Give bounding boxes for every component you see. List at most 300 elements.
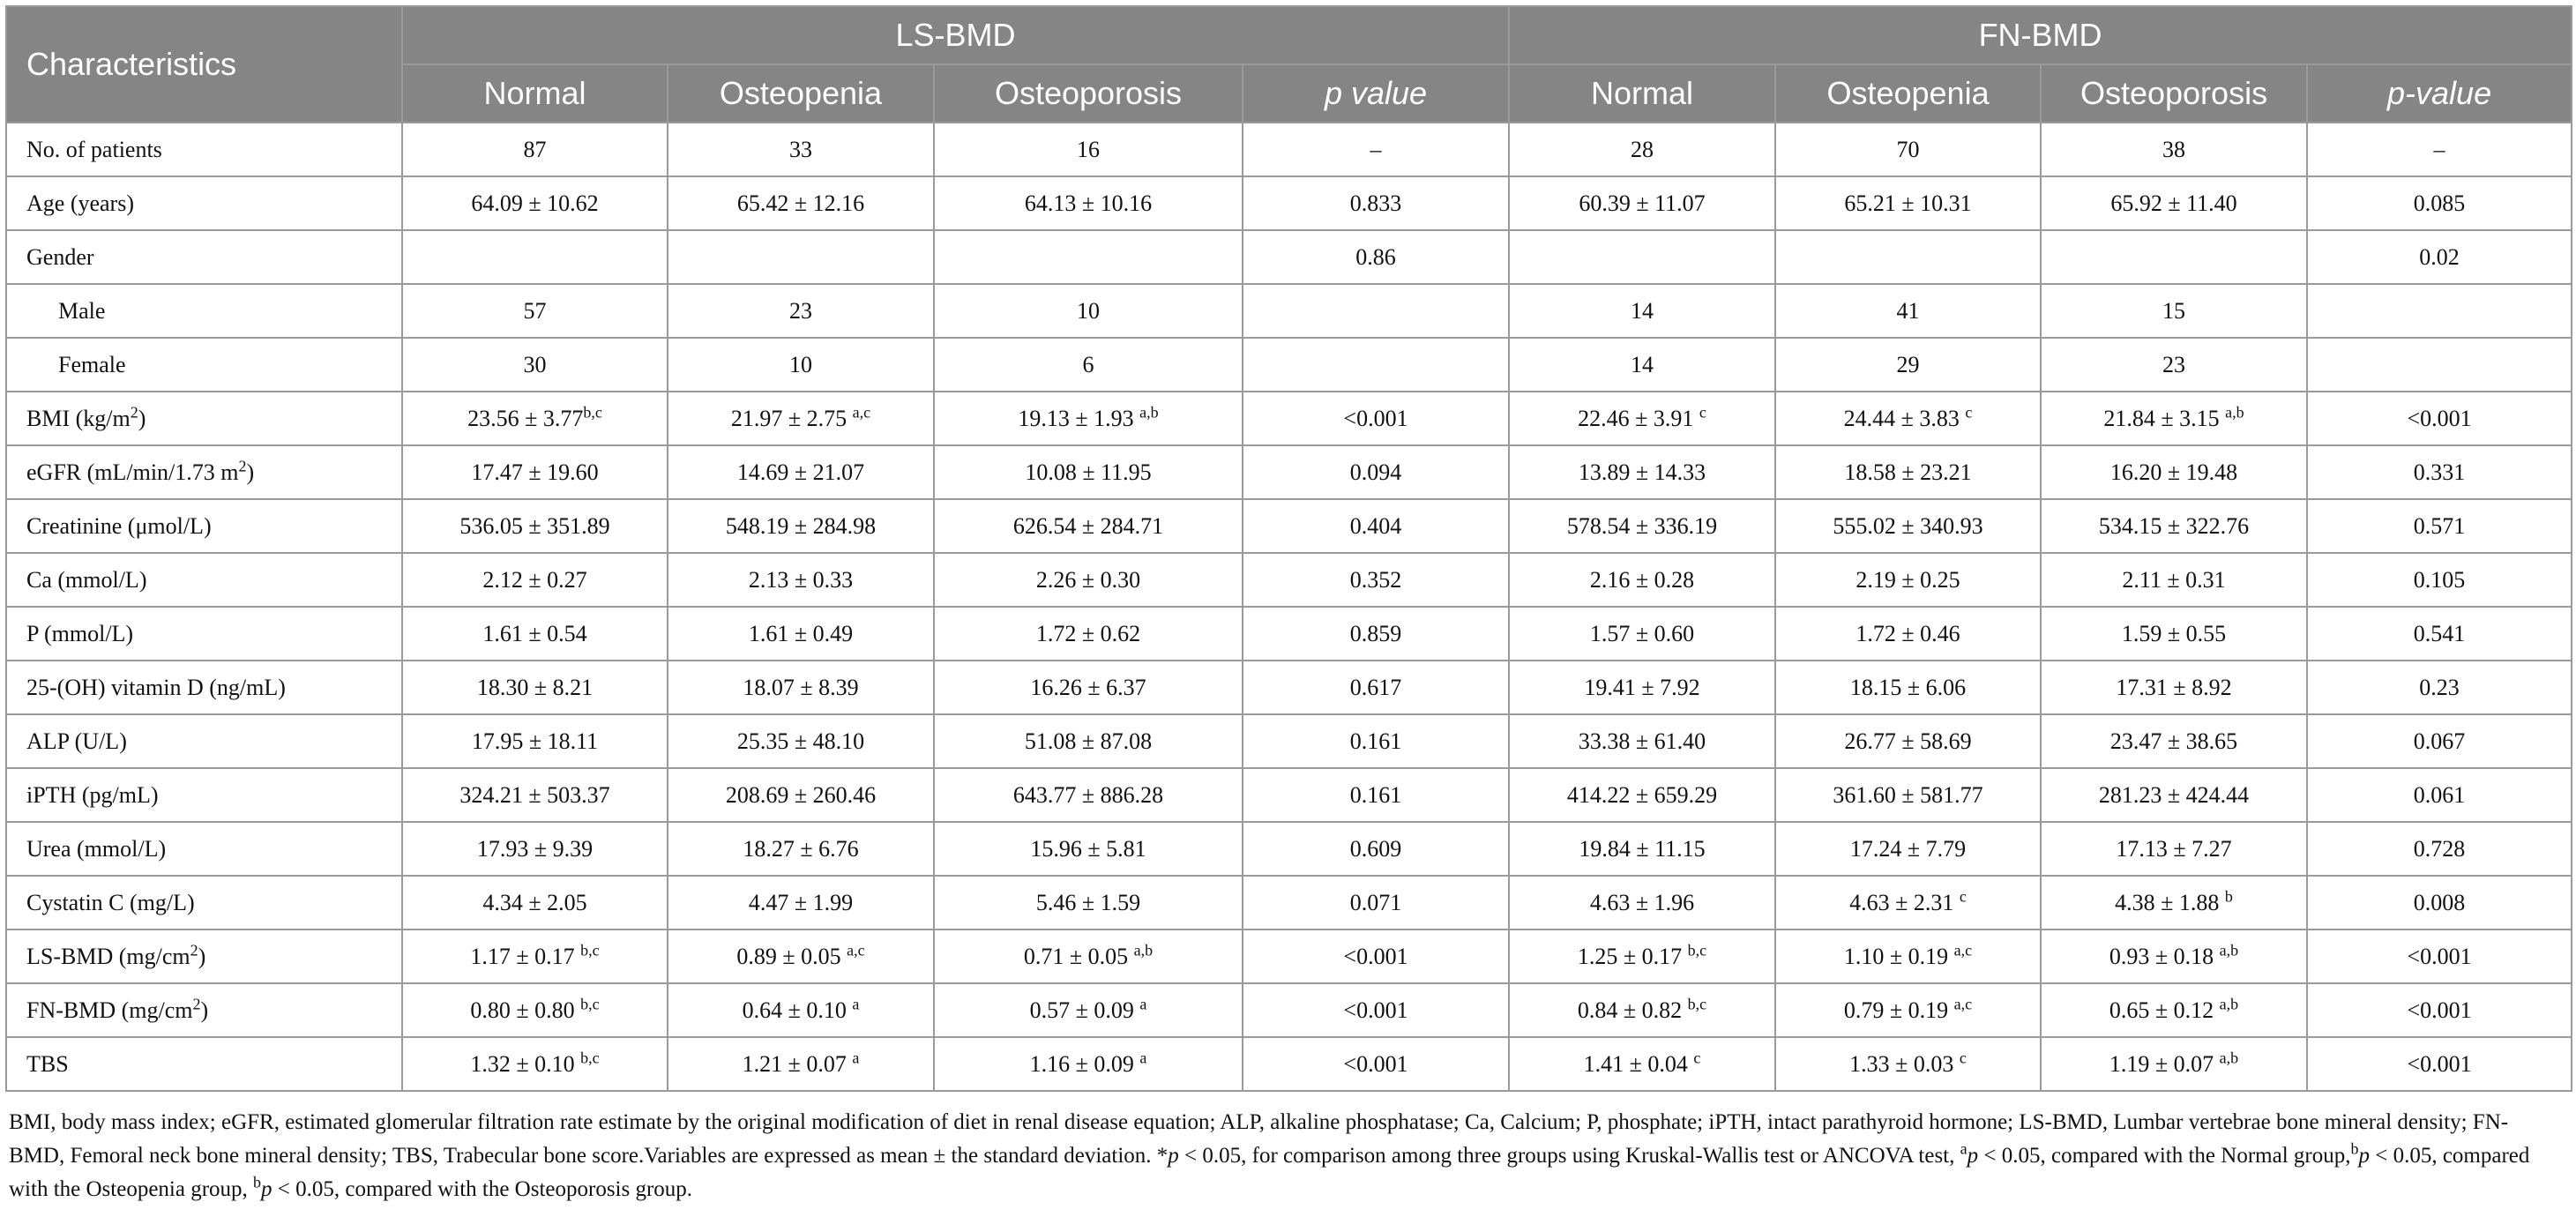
cell-value: 65.92 ± 11.40 — [2110, 190, 2237, 216]
cell-value: 23.56 ± 3.77 — [467, 405, 584, 431]
row-label — [6, 284, 402, 338]
cell-value: 6 — [1082, 351, 1094, 377]
cell-value: 16 — [1077, 136, 1100, 162]
table-cell — [402, 822, 668, 876]
cell-value: 19.84 ± 11.15 — [1579, 835, 1706, 862]
row-label-text: eGFR (mL/min/1.73 m — [26, 459, 239, 485]
table-cell — [2041, 445, 2307, 499]
table-row — [6, 176, 2572, 230]
row-label — [6, 822, 402, 876]
table-cell — [2041, 392, 2307, 445]
cell-value: 18.30 ± 8.21 — [476, 674, 594, 700]
cell-superscript: a — [1139, 994, 1147, 1012]
cell-value: 1.32 ± 0.10 — [470, 1050, 581, 1077]
table-row — [6, 876, 2572, 930]
row-label — [6, 445, 402, 499]
table-cell — [1509, 553, 1775, 607]
cell-value: 10 — [1077, 297, 1100, 324]
cell-superscript: c — [1959, 1048, 1967, 1066]
table-cell — [668, 338, 934, 392]
cell-value: <0.001 — [1343, 997, 1408, 1023]
table-cell — [1509, 876, 1775, 930]
row-label — [6, 123, 402, 176]
row-label-superscript: 2 — [238, 456, 247, 474]
cell-value: 33.38 ± 61.40 — [1578, 728, 1706, 754]
cell-value: 2.16 ± 0.28 — [1589, 566, 1695, 593]
table-cell — [2307, 230, 2572, 284]
cell-value: <0.001 — [2407, 405, 2472, 431]
table-cell — [1243, 876, 1509, 930]
table-cell — [934, 930, 1243, 983]
table-cell — [2041, 553, 2307, 607]
cell-value: 0.728 — [2413, 835, 2466, 862]
table-cell — [934, 822, 1243, 876]
table-cell — [1243, 661, 1509, 714]
cell-superscript: c — [1699, 402, 1706, 421]
table-cell — [1243, 714, 1509, 768]
table-cell — [1775, 661, 2041, 714]
row-label-text: LS-BMD (mg/cm — [26, 943, 190, 969]
characteristics-table — [5, 5, 2572, 1092]
table-cell — [1775, 983, 2041, 1037]
table-cell — [1243, 284, 1509, 338]
cell-value: 0.352 — [1349, 566, 1402, 593]
row-label-tail: ) — [138, 405, 146, 431]
cell-value: 64.09 ± 10.62 — [471, 190, 599, 216]
cell-value: 1.17 ± 0.17 — [470, 943, 581, 969]
table-cell — [668, 499, 934, 553]
cell-value: 1.19 ± 0.07 — [2109, 1050, 2220, 1077]
cell-value: 0.061 — [2413, 781, 2466, 808]
table-cell — [2041, 822, 2307, 876]
table-cell — [402, 983, 668, 1037]
table-cell — [1243, 392, 1509, 445]
cell-value: 19.41 ± 7.92 — [1584, 674, 1700, 700]
table-cell — [1775, 930, 2041, 983]
table-cell — [402, 230, 668, 284]
table-cell — [2041, 876, 2307, 930]
cell-value: <0.001 — [1343, 1050, 1408, 1077]
table-cell — [1775, 714, 2041, 768]
cell-value: 15.96 ± 5.81 — [1030, 835, 1146, 862]
cell-value: 0.71 ± 0.05 — [1023, 943, 1134, 969]
cell-value: 643.77 ± 886.28 — [1012, 781, 1164, 808]
cell-value: 18.07 ± 8.39 — [743, 674, 859, 700]
cell-value: <0.001 — [2407, 943, 2472, 969]
cell-value: 41 — [1896, 297, 1920, 324]
cell-value: 17.13 ± 7.27 — [2116, 835, 2232, 862]
table-cell — [1243, 768, 1509, 822]
table-cell — [1243, 176, 1509, 230]
table-cell — [934, 553, 1243, 607]
cell-value: 65.21 ± 10.31 — [1844, 190, 1972, 216]
row-label — [6, 230, 402, 284]
cell-value: 17.93 ± 9.39 — [476, 835, 594, 862]
cell-superscript: c — [1965, 402, 1973, 421]
cell-superscript: a,c — [852, 402, 871, 421]
cell-value: 23 — [2162, 351, 2186, 377]
cell-value: 0.105 — [2413, 566, 2466, 593]
table-cell — [1509, 714, 1775, 768]
cell-value: 23.47 ± 38.65 — [2109, 728, 2238, 754]
table-cell — [934, 714, 1243, 768]
cell-value: 21.84 ± 3.15 — [2103, 405, 2226, 431]
table-cell — [402, 284, 668, 338]
cell-value: 0.65 ± 0.12 — [2109, 997, 2220, 1023]
cell-value: 2.13 ± 0.33 — [748, 566, 854, 593]
cell-value: 15 — [2162, 297, 2186, 324]
cell-value: 0.161 — [1349, 781, 1402, 808]
col-ls-osteoporosis: Osteoporosis — [934, 64, 1243, 123]
row-label-superscript: 2 — [192, 994, 201, 1012]
table-cell — [2041, 176, 2307, 230]
cell-superscript: a,c — [847, 940, 865, 959]
table-cell — [1775, 445, 2041, 499]
table-cell — [1509, 284, 1775, 338]
cell-value: 0.833 — [1349, 190, 1402, 216]
table-cell — [402, 714, 668, 768]
cell-value: 281.23 ± 424.44 — [2098, 781, 2250, 808]
table-row — [6, 123, 2572, 176]
table-cell — [2307, 499, 2572, 553]
row-label-text: Age (years) — [26, 190, 134, 216]
table-cell — [2041, 661, 2307, 714]
cell-value: 14 — [1631, 351, 1654, 377]
table-cell — [668, 176, 934, 230]
cell-value: 536.05 ± 351.89 — [459, 512, 610, 539]
cell-superscript: b,c — [583, 402, 602, 421]
footnote-text-4: < 0.05, compared with the Osteopenia group, — [9, 1144, 2530, 1201]
cell-value: 28 — [1631, 136, 1654, 162]
table-cell — [402, 553, 668, 607]
col-fn-osteopenia: Osteopenia — [1775, 64, 2041, 123]
table-cell — [2307, 284, 2572, 338]
table-cell — [2307, 338, 2572, 392]
table-cell — [1775, 123, 2041, 176]
footnote-p-2: p — [1967, 1144, 1979, 1168]
cell-value: 534.15 ± 322.76 — [2098, 512, 2250, 539]
table-cell — [1509, 983, 1775, 1037]
cell-value: 1.61 ± 0.49 — [748, 620, 854, 646]
row-label — [6, 983, 402, 1037]
row-label — [6, 499, 402, 553]
row-label-text: 25-(OH) vitamin D (ng/mL) — [26, 674, 286, 700]
table-cell — [1775, 822, 2041, 876]
cell-superscript: a,b — [2225, 402, 2244, 421]
table-cell — [668, 284, 934, 338]
cell-value: 0.541 — [2413, 620, 2466, 646]
row-label-tail: ) — [198, 943, 206, 969]
cell-value: 0.008 — [2413, 889, 2466, 915]
cell-superscript: c — [1959, 886, 1967, 905]
cell-superscript: b,c — [1687, 940, 1707, 959]
cell-superscript: a,c — [1953, 994, 1973, 1012]
cell-value: 0.86 — [1355, 243, 1396, 270]
table-cell — [1775, 1037, 2041, 1091]
table-cell — [402, 930, 668, 983]
table-row — [6, 661, 2572, 714]
cell-value: 1.61 ± 0.54 — [482, 620, 587, 646]
row-label-text: Ca (mmol/L) — [26, 566, 147, 593]
cell-value: 0.609 — [1349, 835, 1402, 862]
table-cell — [934, 1037, 1243, 1091]
cell-value: 1.10 ± 0.19 — [1843, 943, 1954, 969]
table-cell — [1775, 230, 2041, 284]
cell-value: 208.69 ± 260.46 — [725, 781, 877, 808]
table-cell — [934, 284, 1243, 338]
table-row — [6, 553, 2572, 607]
row-label-tail: ) — [200, 997, 209, 1023]
table-cell — [934, 607, 1243, 661]
table-cell — [1243, 983, 1509, 1037]
cell-value: 0.93 ± 0.18 — [2109, 943, 2220, 969]
cell-superscript: a,b — [1139, 402, 1159, 421]
table-footnote — [5, 1106, 2571, 1206]
table-cell — [2041, 284, 2307, 338]
cell-value: 0.57 ± 0.09 — [1029, 997, 1140, 1023]
table-cell — [2041, 230, 2307, 284]
table-cell — [1509, 1037, 1775, 1091]
cell-value: 0.79 ± 0.19 — [1843, 997, 1954, 1023]
cell-value: 1.33 ± 0.03 — [1849, 1050, 1960, 1077]
table-cell — [668, 445, 934, 499]
header-ls-bmd: LS-BMD — [402, 6, 1509, 64]
cell-value: 18.27 ± 6.76 — [743, 835, 859, 862]
cell-value: <0.001 — [2407, 997, 2472, 1023]
cell-value: 361.60 ± 581.77 — [1833, 781, 1983, 808]
table-cell — [2307, 714, 2572, 768]
row-label — [6, 876, 402, 930]
table-body — [6, 123, 2572, 1091]
row-label-text: Female — [58, 351, 126, 377]
table-cell — [2041, 768, 2307, 822]
table-row — [6, 607, 2572, 661]
cell-value: 0.617 — [1349, 674, 1402, 700]
cell-value: 0.23 — [2419, 674, 2460, 700]
footnote-p-4: p — [261, 1177, 273, 1201]
cell-value: 33 — [789, 136, 812, 162]
table-cell — [2307, 983, 2572, 1037]
cell-value: 0.64 ± 0.10 — [742, 997, 853, 1023]
table-cell — [2041, 123, 2307, 176]
cell-superscript: a — [852, 1048, 860, 1066]
table-cell — [1509, 392, 1775, 445]
row-label — [6, 714, 402, 768]
cell-value: 0.331 — [2413, 459, 2466, 485]
table-cell — [2307, 176, 2572, 230]
table-cell — [2307, 392, 2572, 445]
cell-superscript: b — [2224, 886, 2233, 905]
cell-value: 0.84 ± 0.82 — [1577, 997, 1688, 1023]
col-fn-pvalue — [2307, 64, 2572, 123]
header-row-groups — [6, 6, 2572, 64]
cell-value: 324.21 ± 503.37 — [459, 781, 610, 808]
table-cell — [1243, 230, 1509, 284]
row-label — [6, 553, 402, 607]
cell-value: 17.31 ± 8.92 — [2116, 674, 2232, 700]
table-row — [6, 392, 2572, 445]
table-cell — [1243, 499, 1509, 553]
header-fn-bmd: FN-BMD — [1509, 6, 2572, 64]
footnote-p-3: p — [2358, 1144, 2370, 1168]
table-cell — [1775, 876, 2041, 930]
table-cell — [402, 499, 668, 553]
cell-value: 70 — [1896, 136, 1920, 162]
cell-value: 17.47 ± 19.60 — [471, 459, 599, 485]
table-cell — [2041, 338, 2307, 392]
row-label — [6, 1037, 402, 1091]
table-cell — [934, 392, 1243, 445]
table-cell — [1775, 607, 2041, 661]
table-cell — [1775, 338, 2041, 392]
row-label — [6, 392, 402, 445]
table-cell — [1509, 499, 1775, 553]
cell-value: 1.72 ± 0.46 — [1855, 620, 1960, 646]
table-cell — [402, 123, 668, 176]
table-cell — [402, 445, 668, 499]
cell-value: 65.42 ± 12.16 — [736, 190, 865, 216]
row-label-text: iPTH (pg/mL) — [26, 781, 159, 808]
table-cell — [668, 230, 934, 284]
table-cell — [668, 607, 934, 661]
table-cell — [1509, 768, 1775, 822]
table-cell — [1775, 499, 2041, 553]
cell-value: 1.16 ± 0.09 — [1029, 1050, 1140, 1077]
table-cell — [2307, 607, 2572, 661]
table-cell — [2307, 445, 2572, 499]
row-label — [6, 930, 402, 983]
table-cell — [1509, 176, 1775, 230]
col-ls-pvalue-text: p value — [1324, 75, 1428, 111]
cell-value: 21.97 ± 2.75 — [730, 405, 853, 431]
cell-value: 30 — [523, 351, 547, 377]
cell-value: 0.80 ± 0.80 — [470, 997, 581, 1023]
table-cell — [1243, 553, 1509, 607]
table-cell — [402, 876, 668, 930]
cell-value: 14.69 ± 21.07 — [736, 459, 865, 485]
table-cell — [668, 822, 934, 876]
table-cell — [2307, 768, 2572, 822]
table-cell — [934, 768, 1243, 822]
table-cell — [1243, 1037, 1509, 1091]
cell-superscript: a,b — [2219, 994, 2239, 1012]
cell-value: 29 — [1896, 351, 1920, 377]
cell-value: – — [2433, 136, 2445, 162]
cell-value: 1.59 ± 0.55 — [2121, 620, 2227, 646]
cell-value: 18.15 ± 6.06 — [1849, 674, 1967, 700]
cell-value: 0.404 — [1349, 512, 1402, 539]
cell-value: 2.26 ± 0.30 — [1035, 566, 1141, 593]
row-label — [6, 768, 402, 822]
cell-superscript: b,c — [580, 940, 600, 959]
cell-value: 87 — [523, 136, 547, 162]
cell-value: 0.085 — [2413, 190, 2466, 216]
cell-superscript: a,c — [1953, 940, 1973, 959]
cell-value: 0.89 ± 0.05 — [736, 943, 847, 969]
cell-value: 16.26 ± 6.37 — [1030, 674, 1146, 700]
table-cell — [668, 714, 934, 768]
header-characteristics: Characteristics — [6, 6, 402, 123]
table-cell — [2041, 930, 2307, 983]
table-cell — [1509, 230, 1775, 284]
cell-value: 4.63 ± 2.31 — [1849, 889, 1960, 915]
table-cell — [1509, 607, 1775, 661]
cell-value: 25.35 ± 48.10 — [736, 728, 865, 754]
cell-value: 22.46 ± 3.91 — [1578, 405, 1699, 431]
cell-value: 5.46 ± 1.59 — [1035, 889, 1141, 915]
table-row — [6, 1037, 2572, 1091]
cell-value: 1.41 ± 0.04 — [1583, 1050, 1694, 1077]
row-label-text: BMI (kg/m — [26, 405, 131, 431]
row-label-text: ALP (U/L) — [26, 728, 127, 754]
table-cell — [1775, 768, 2041, 822]
table-row — [6, 284, 2572, 338]
table-cell — [668, 661, 934, 714]
cell-value: 19.13 ± 1.93 — [1018, 405, 1140, 431]
table-cell — [1243, 930, 1509, 983]
row-label — [6, 176, 402, 230]
row-label-superscript: 2 — [130, 402, 138, 421]
table-cell — [668, 768, 934, 822]
col-ls-normal: Normal — [402, 64, 668, 123]
cell-value: 0.161 — [1349, 728, 1402, 754]
table-cell — [1509, 338, 1775, 392]
col-fn-normal: Normal — [1509, 64, 1775, 123]
table-cell — [1775, 392, 2041, 445]
cell-value: 4.47 ± 1.99 — [748, 889, 854, 915]
col-ls-pvalue — [1243, 64, 1509, 123]
footnote-text-2: < 0.05, for comparison among three groups using Kruskal-Wallis test or ANCOVA test, — [1178, 1144, 1960, 1168]
cell-value: 4.63 ± 1.96 — [1589, 889, 1695, 915]
cell-superscript: a,b — [2219, 940, 2239, 959]
table-cell — [2041, 714, 2307, 768]
table-row — [6, 499, 2572, 553]
table-cell — [1775, 553, 2041, 607]
cell-value: 17.95 ± 18.11 — [471, 728, 599, 754]
cell-value: 18.58 ± 23.21 — [1844, 459, 1972, 485]
table-cell — [1243, 607, 1509, 661]
row-label — [6, 607, 402, 661]
cell-value: 26.77 ± 58.69 — [1844, 728, 1972, 754]
cell-value: 16.20 ± 19.48 — [2109, 459, 2238, 485]
table-cell — [934, 876, 1243, 930]
table-cell — [1775, 284, 2041, 338]
cell-superscript: a,b — [1133, 940, 1154, 959]
cell-value: 57 — [523, 297, 547, 324]
table-cell — [934, 230, 1243, 284]
row-label — [6, 338, 402, 392]
row-label-text: Cystatin C (mg/L) — [26, 889, 195, 915]
cell-value: 0.859 — [1349, 620, 1402, 646]
table-row — [6, 445, 2572, 499]
footnote-text-3: < 0.05, compared with the Normal group, — [1978, 1144, 2351, 1168]
table-wrapper — [5, 5, 2571, 1206]
cell-value: 60.39 ± 11.07 — [1579, 190, 1706, 216]
table-cell — [2307, 876, 2572, 930]
footnote-text-5: < 0.05, compared with the Osteoporosis group. — [272, 1177, 693, 1201]
cell-value: 14 — [1631, 297, 1654, 324]
table-cell — [1243, 338, 1509, 392]
cell-value: 2.11 ± 0.31 — [2122, 566, 2226, 593]
col-fn-osteoporosis: Osteoporosis — [2041, 64, 2307, 123]
cell-value: 555.02 ± 340.93 — [1833, 512, 1983, 539]
table-cell — [668, 1037, 934, 1091]
table-cell — [934, 445, 1243, 499]
cell-value: 13.89 ± 14.33 — [1578, 459, 1706, 485]
table-cell — [2041, 1037, 2307, 1091]
cell-value: 0.02 — [2419, 243, 2460, 270]
table-cell — [2307, 822, 2572, 876]
